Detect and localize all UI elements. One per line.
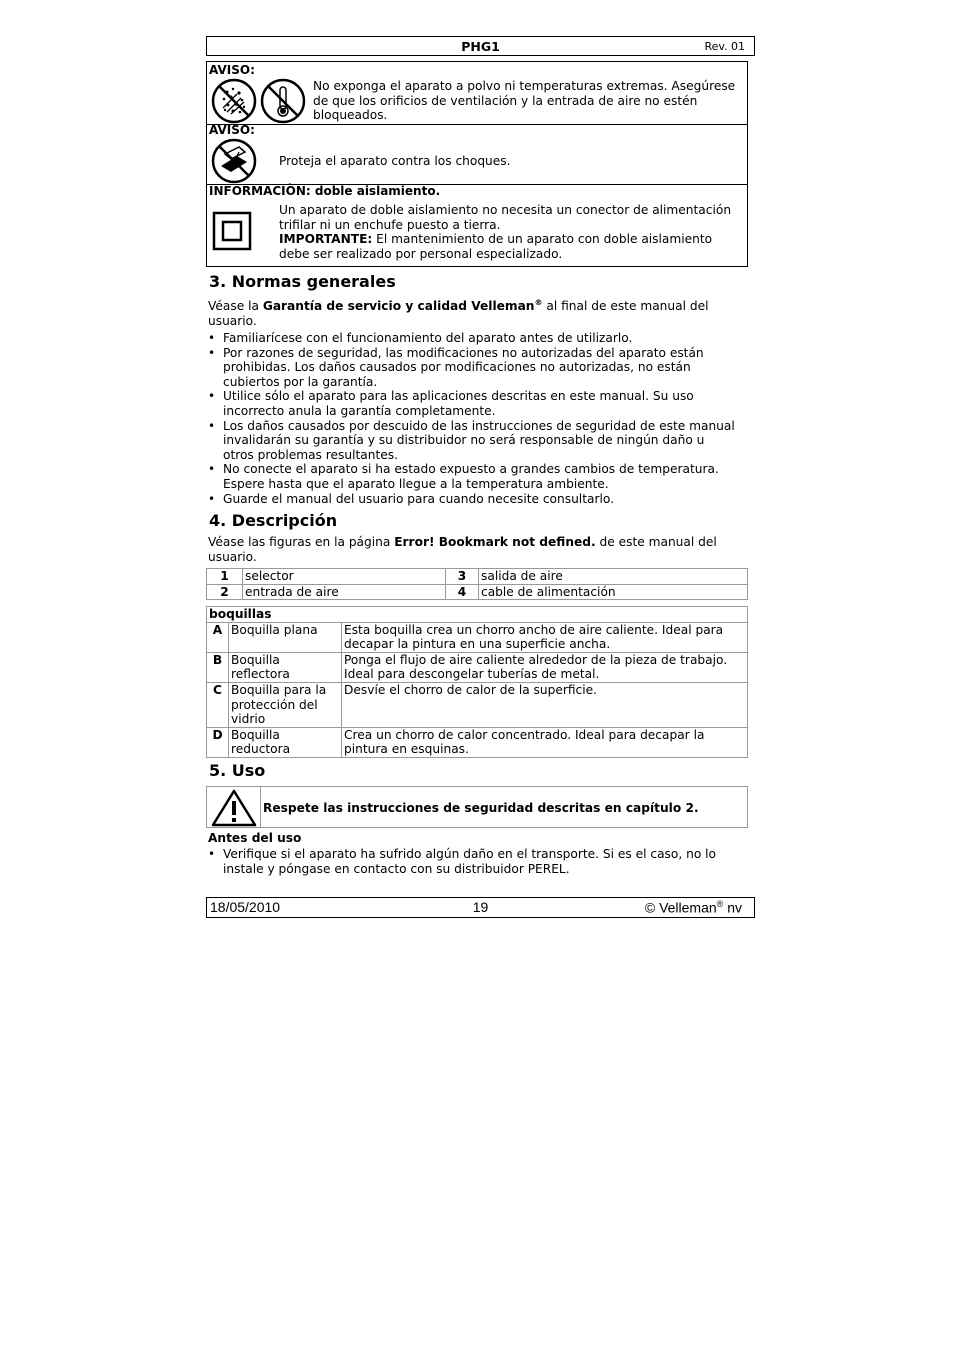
general-rules-list bbox=[208, 331, 738, 506]
warning-triangle-icon bbox=[211, 789, 257, 827]
document-title: PHG1 bbox=[461, 39, 500, 54]
nozzles-table bbox=[206, 606, 748, 758]
page-footer bbox=[206, 897, 755, 918]
warning-label: AVISO: bbox=[209, 123, 255, 137]
page-number: 19 bbox=[472, 899, 489, 915]
info-text bbox=[279, 203, 745, 261]
intro-text: Véase las figuras en la página bbox=[208, 535, 395, 549]
copyright-text: © Velleman bbox=[644, 899, 717, 916]
nozzle-description: Desvíe el chorro de calor de la superficie. bbox=[342, 682, 748, 727]
nozzle-id: B bbox=[207, 652, 229, 682]
nozzle-id: C bbox=[207, 682, 229, 727]
info-label: INFORMACIÒN: doble aislamiento. bbox=[209, 184, 441, 198]
table-row bbox=[207, 584, 748, 600]
nozzle-id: D bbox=[207, 727, 229, 757]
section3-intro bbox=[208, 296, 728, 328]
warning-dust-temperature bbox=[206, 61, 748, 125]
table-row bbox=[207, 652, 748, 682]
table-row bbox=[207, 682, 748, 727]
table-row bbox=[207, 607, 748, 623]
subheading-antes-del-uso: Antes del uso bbox=[208, 831, 302, 845]
important-label: IMPORTANTE: bbox=[279, 232, 373, 247]
table-row bbox=[207, 727, 748, 757]
copyright-suffix: nv bbox=[723, 899, 742, 916]
part-number: 1 bbox=[207, 569, 243, 585]
parts-table bbox=[206, 568, 748, 600]
part-number: 4 bbox=[446, 584, 479, 600]
section-heading-descripcion: 4. Descripción bbox=[209, 511, 338, 530]
double-insulation-icon bbox=[212, 211, 252, 251]
info-text-1: Un aparato de doble aislamiento no necesita un conector de alimentación trifilar ni un enchufe puesto a tierra. bbox=[279, 203, 732, 232]
revision: Rev. 01 bbox=[704, 40, 745, 53]
bookmark-error-text: Error! Bookmark not defined. bbox=[394, 535, 596, 549]
part-number: 3 bbox=[446, 569, 479, 585]
warning-label: AVISO: bbox=[209, 63, 255, 77]
list-item: • Familiarícese con el funcionamiento del aparato antes de utilizarlo. bbox=[208, 331, 738, 346]
part-name: salida de aire bbox=[479, 569, 748, 585]
registered-mark: ® bbox=[534, 298, 543, 307]
table-row bbox=[207, 569, 748, 585]
nozzles-title: boquillas bbox=[207, 607, 748, 623]
nozzle-description: Ponga el flujo de aire caliente alrededor de la pieza de trabajo. Ideal para descongelar tuberías de metal. bbox=[342, 652, 748, 682]
intro-text: Véase la bbox=[208, 299, 263, 314]
no-shock-icon bbox=[211, 138, 258, 184]
part-number: 2 bbox=[207, 584, 243, 600]
table-row bbox=[207, 622, 748, 652]
list-item: • Por razones de seguridad, las modificaciones no autorizadas del aparato están prohibidas. Los daños causados por modificaciones no autorizadas, no están cubiertos por la garantía. bbox=[208, 346, 738, 390]
nozzle-description: Crea un chorro de calor concentrado. Ideal para decapar la pintura en esquinas. bbox=[342, 727, 748, 757]
part-name: selector bbox=[243, 569, 446, 585]
list-item: • Guarde el manual del usuario para cuando necesite consultarlo. bbox=[208, 492, 738, 507]
nozzle-description: Esta boquilla crea un chorro ancho de aire caliente. Ideal para decapar la pintura en una superficie ancha. bbox=[342, 622, 748, 652]
info-double-insulation bbox=[206, 184, 748, 267]
list-item: • Los daños causados por descuido de las instrucciones de seguridad de este manual invalidarán su garantía y su distribuidor no será responsable de ningún daño u otros problemas resultantes. bbox=[208, 419, 738, 463]
nozzle-name: Boquilla plana bbox=[229, 622, 342, 652]
section-heading-uso: 5. Uso bbox=[209, 761, 266, 780]
section4-intro bbox=[208, 535, 728, 564]
footer-date: 18/05/2010 bbox=[210, 899, 281, 915]
part-name: entrada de aire bbox=[243, 584, 446, 600]
no-dust-icon bbox=[211, 78, 258, 124]
nozzle-id: A bbox=[207, 622, 229, 652]
intro-text: de este manual del usuario. bbox=[208, 535, 717, 564]
warning-text: No exponga el aparato a polvo ni temperaturas extremas. Asegúrese de que los orificios de ventilación y la entrada de aire no estén bloqueados. bbox=[313, 79, 736, 123]
intro-text: al final de este manual del usuario. bbox=[208, 299, 709, 328]
divider bbox=[260, 787, 261, 827]
nozzle-name: Boquilla reflectora bbox=[229, 652, 342, 682]
list-item: • Utilice sólo el aparato para las aplicaciones descritas en este manual. Su uso incorrecto anula la garantía completamente. bbox=[208, 389, 738, 418]
no-temperature-icon bbox=[260, 78, 307, 124]
nozzle-name: Boquilla reductora bbox=[229, 727, 342, 757]
before-use-list bbox=[208, 847, 738, 876]
registered-mark: ® bbox=[716, 899, 724, 909]
important-text: El mantenimiento de un aparato con doble aislamiento debe ser realizado por personal especializado. bbox=[279, 232, 713, 261]
nozzle-name: Boquilla para la protección del vidrio bbox=[229, 682, 342, 727]
warning-text: Proteja el aparato contra los choques. bbox=[279, 154, 511, 168]
section-heading-normas: 3. Normas generales bbox=[209, 272, 396, 291]
copyright bbox=[645, 899, 742, 916]
part-name: cable de alimentación bbox=[479, 584, 748, 600]
warning-shock bbox=[206, 123, 748, 185]
safety-warning-box bbox=[206, 786, 748, 828]
list-item: • No conecte el aparato si ha estado expuesto a grandes cambios de temperatura. Espere hasta que el aparato llegue a la temperatura ambiente. bbox=[208, 462, 738, 491]
page-header bbox=[206, 36, 755, 56]
safety-warning-text: Respete las instrucciones de seguridad descritas en capítulo 2. bbox=[263, 801, 699, 815]
warranty-link-text: Garantía de servicio y calidad Velleman bbox=[262, 299, 535, 314]
list-item: • Verifique si el aparato ha sufrido algún daño en el transporte. Si es el caso, no lo instale y póngase en contacto con su distribuidor PEREL. bbox=[208, 847, 738, 876]
